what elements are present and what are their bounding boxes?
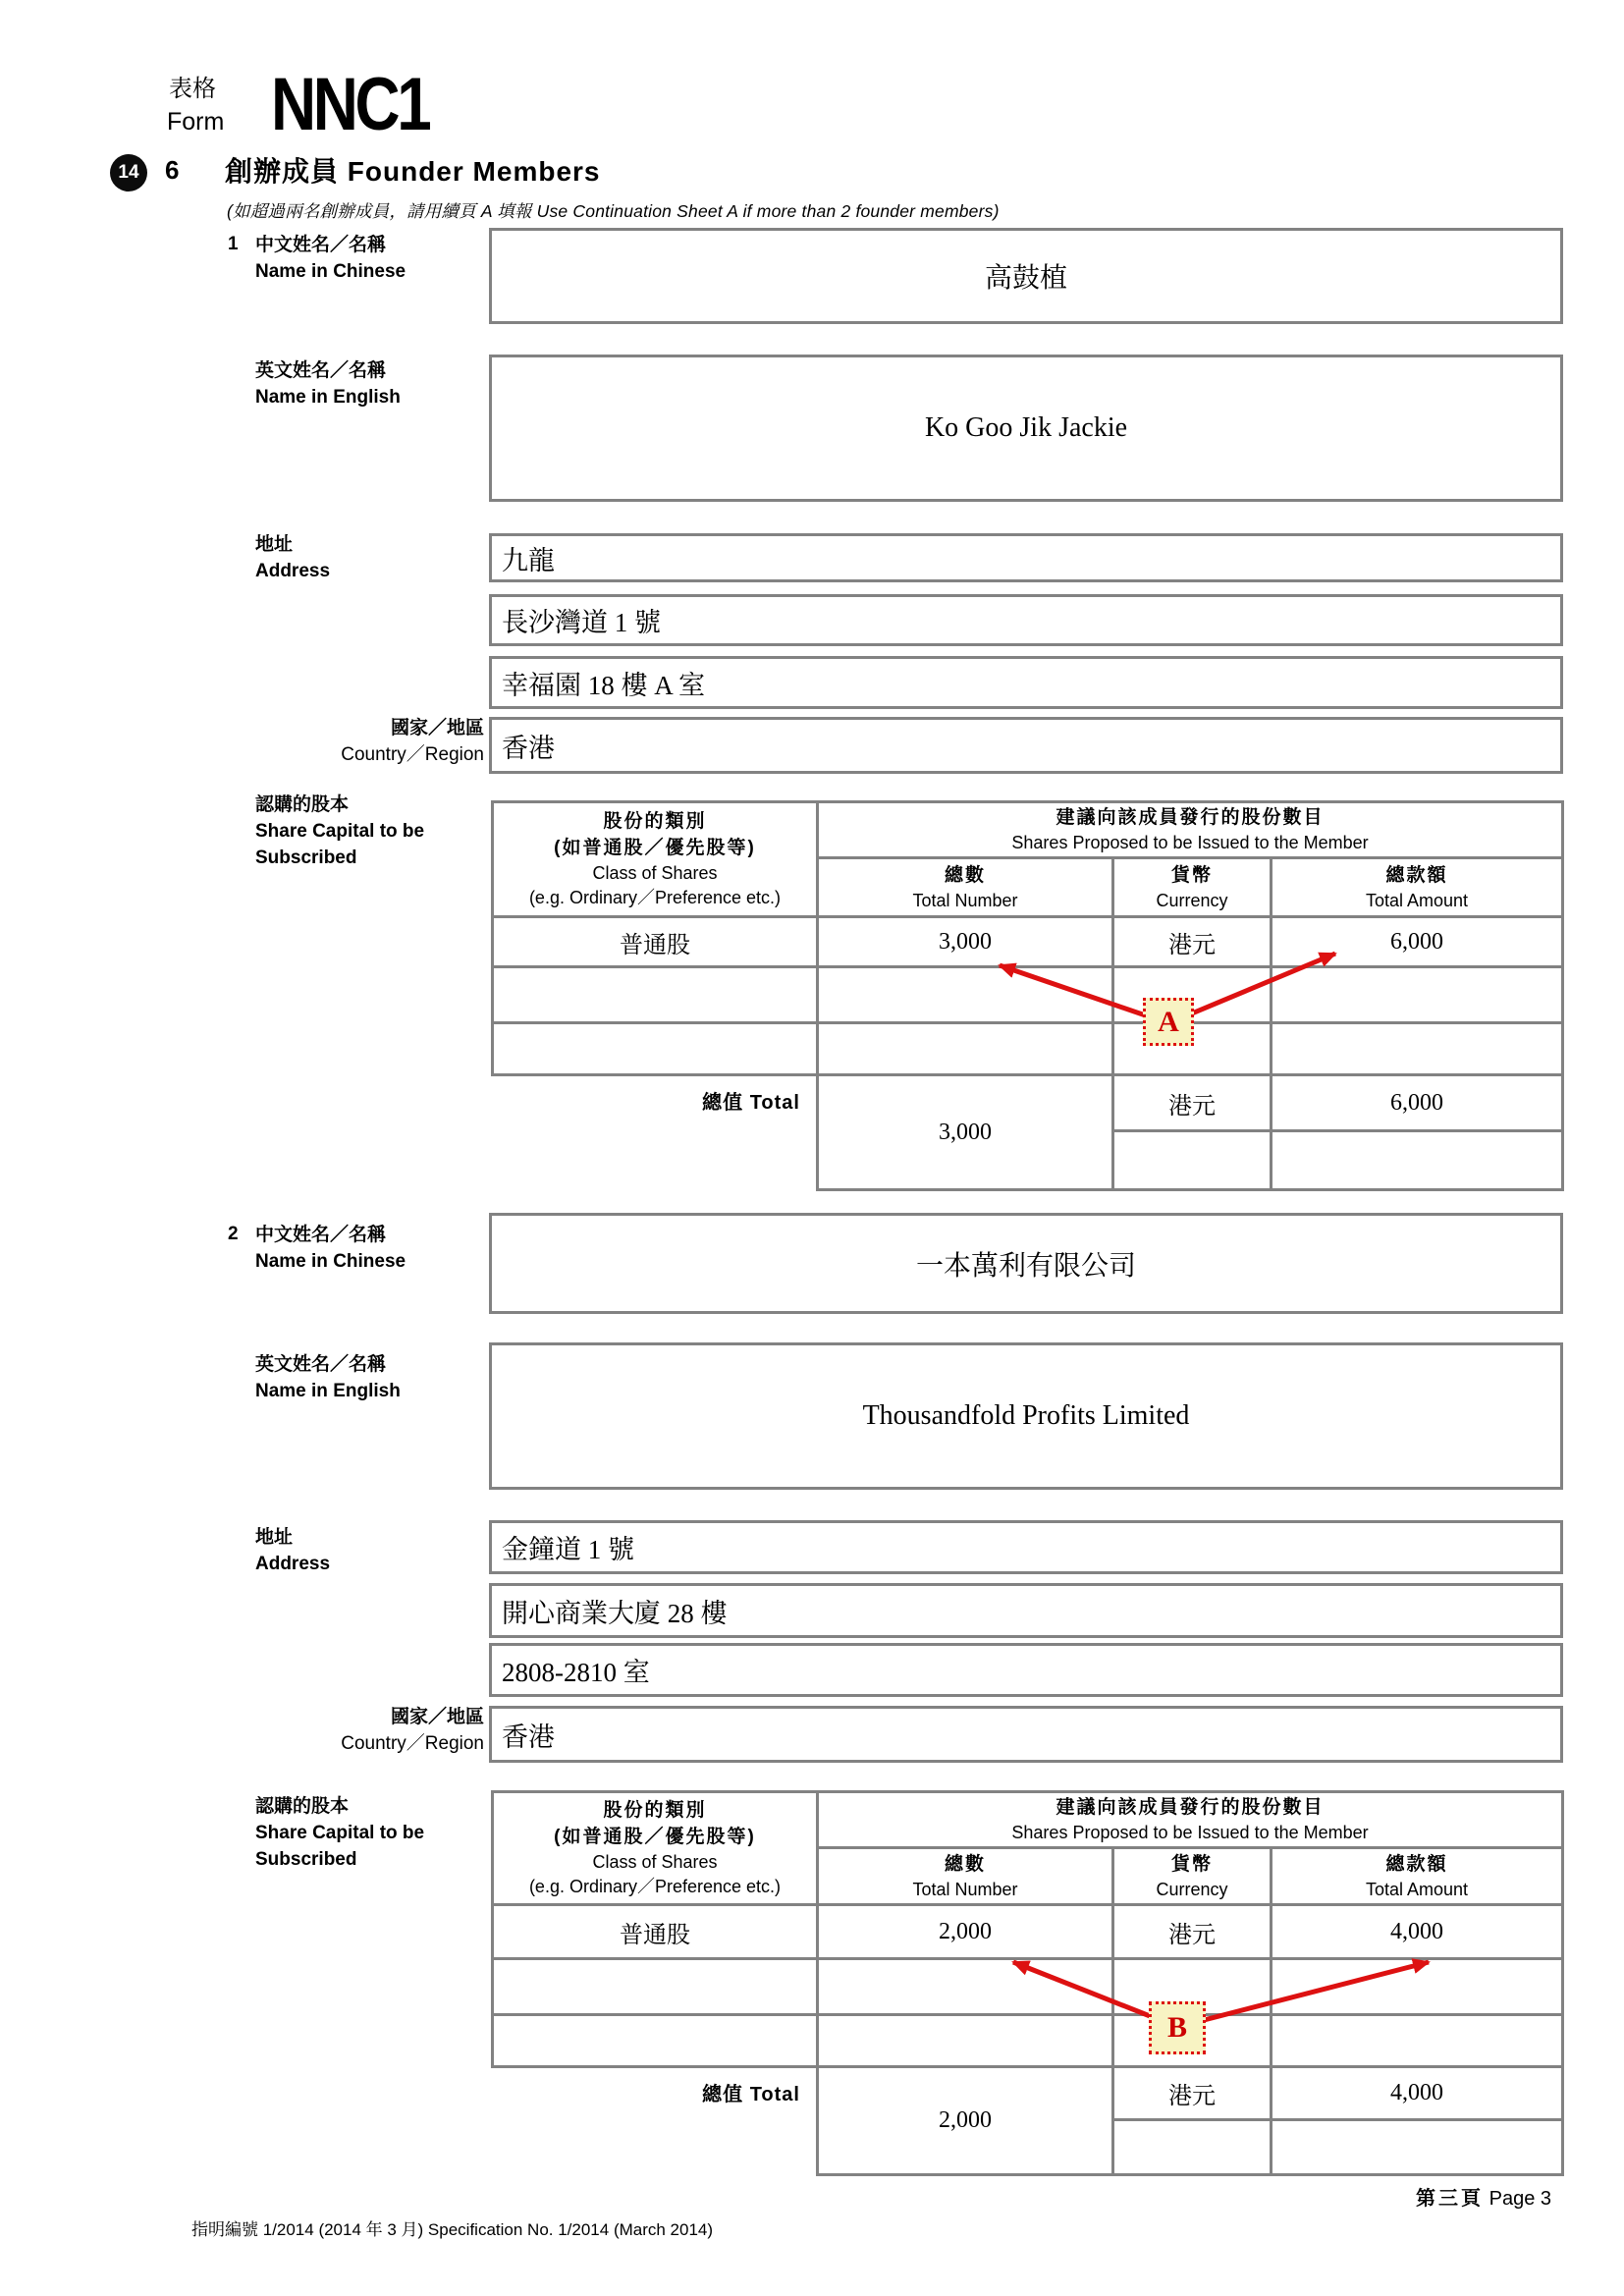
member-2-country-value: 香港 <box>502 1722 555 1752</box>
currency-header-en: Currency <box>1156 1879 1228 1899</box>
number-header-zh: 總數 <box>944 1853 986 1875</box>
header-total-number <box>818 1848 1113 1905</box>
class-header-zh: 股份的類別 <box>603 811 707 832</box>
member-1-total-currency-cell[interactable]: 港元 <box>1113 1075 1272 1131</box>
header-total-number <box>818 858 1113 917</box>
empty-cell[interactable] <box>1113 2120 1272 2175</box>
member-1-address-3-value: 幸福園 18 樓 A 室 <box>502 670 706 700</box>
member-2-name-english-label <box>255 1351 401 1404</box>
member-2-address-label <box>255 1524 330 1577</box>
header-class-of-shares <box>493 1792 818 1905</box>
member-1-address-line-3[interactable] <box>489 656 1563 709</box>
member-1-amount-cell[interactable]: 6,000 <box>1272 917 1563 967</box>
member-2-total-amount-cell[interactable]: 4,000 <box>1272 2067 1563 2120</box>
member-2-amount-cell[interactable]: 4,000 <box>1272 1905 1563 1959</box>
member-1-name-english-label <box>255 357 401 410</box>
name-chinese-label-en: Name in Chinese <box>255 1251 406 1272</box>
empty-cell[interactable] <box>1113 1131 1272 1190</box>
empty-cell[interactable] <box>493 1023 818 1075</box>
class-header-en2: (e.g. Ordinary／Preference etc.) <box>528 1877 782 1896</box>
member-2-total-currency-cell[interactable]: 港元 <box>1113 2067 1272 2120</box>
member-2-total-number-cell[interactable]: 2,000 <box>818 2067 1113 2175</box>
member-1-address-1-value: 九龍 <box>502 545 555 575</box>
empty-cell[interactable] <box>1272 2120 1563 2175</box>
country-label-en: Country／Region <box>341 1733 484 1754</box>
member-2-address-line-2[interactable] <box>489 1583 1563 1638</box>
annotation-box-b: B <box>1149 2001 1206 2054</box>
name-chinese-label-zh: 中文姓名／名稱 <box>255 1225 387 1245</box>
class-header-zh2: (如普通股／優先股等) <box>554 1827 756 1847</box>
member-2-name-chinese-value: 一本萬利有限公司 <box>915 1250 1136 1282</box>
member-2-name-chinese-field[interactable] <box>489 1213 1563 1314</box>
address-label-zh: 地址 <box>255 534 294 555</box>
member-1-name-chinese-label <box>255 232 406 285</box>
form-code: NNC1 <box>271 63 429 146</box>
currency-header-zh: 貨幣 <box>1170 864 1213 886</box>
member-1-address-2-value: 長沙灣道 1 號 <box>502 608 661 637</box>
member-1-name-chinese-value: 高鼓植 <box>984 263 1067 294</box>
section-title: 創辦成員 Founder Members <box>225 156 601 187</box>
address-label-en: Address <box>255 1554 331 1574</box>
header-currency <box>1113 858 1272 917</box>
member-1-class-cell[interactable]: 普通股 <box>493 917 818 967</box>
member-1-name-english-value: Ko Goo Jik Jackie <box>924 412 1128 443</box>
member-2-index: 2 <box>228 1224 239 1244</box>
member-2-address-line-1[interactable] <box>489 1520 1563 1574</box>
member-1-total-amount-cell[interactable]: 6,000 <box>1272 1075 1563 1131</box>
page-number <box>1159 2182 1551 2211</box>
member-1-country-label <box>234 715 484 768</box>
member-2-class-cell[interactable]: 普通股 <box>493 1905 818 1959</box>
member-2-address-3-value: 2808-2810 室 <box>502 1658 650 1687</box>
country-label-zh: 國家／地區 <box>390 718 484 738</box>
member-2-country-field[interactable] <box>489 1706 1563 1763</box>
member-1-total-number-cell[interactable]: 3,000 <box>818 1075 1113 1190</box>
currency-header-zh: 貨幣 <box>1170 1853 1213 1875</box>
member-2-address-line-3[interactable] <box>489 1643 1563 1697</box>
member-2-address-1-value: 金鐘道 1 號 <box>502 1535 634 1564</box>
arrow-to-total-amount <box>1177 1962 1429 2027</box>
form-word-english: Form <box>167 108 225 136</box>
total-label: 總值 Total <box>702 1092 800 1114</box>
country-label-en: Country／Region <box>341 744 484 765</box>
share-capital-label-en1: Share Capital to be <box>255 1823 425 1843</box>
header-total-amount <box>1272 858 1563 917</box>
address-label-en: Address <box>255 561 331 581</box>
name-english-label-en: Name in English <box>255 1381 401 1401</box>
issued-header-en: Shares Proposed to be Issued to the Member <box>1011 833 1369 852</box>
member-2-name-chinese-label <box>255 1222 406 1275</box>
page-number-en: Page 3 <box>1489 2188 1551 2210</box>
amount-header-en: Total Amount <box>1365 890 1469 910</box>
number-header-en: Total Number <box>912 1879 1018 1899</box>
section-number: 6 <box>165 155 180 185</box>
header-currency <box>1113 1848 1272 1905</box>
number-header-en: Total Number <box>912 890 1018 910</box>
name-chinese-label-zh: 中文姓名／名稱 <box>255 235 387 255</box>
class-header-zh: 股份的類別 <box>603 1800 707 1821</box>
issued-header-zh: 建議向該成員發行的股份數目 <box>1056 1797 1325 1818</box>
member-2-currency-cell[interactable]: 港元 <box>1113 1905 1272 1959</box>
form-word-chinese: 表格 <box>169 76 216 102</box>
amount-header-en: Total Amount <box>1365 1879 1469 1899</box>
member-1-address-line-2[interactable] <box>489 594 1563 646</box>
member-2-name-english-value: Thousandfold Profits Limited <box>862 1400 1190 1431</box>
header-total-amount <box>1272 1848 1563 1905</box>
name-english-label-zh: 英文姓名／名稱 <box>255 1354 387 1375</box>
annotation-box-a: A <box>1143 998 1194 1046</box>
amount-header-zh: 總款額 <box>1385 864 1448 886</box>
header-shares-proposed <box>818 802 1563 858</box>
annotation-b-arrows <box>962 1949 1473 2067</box>
member-2-address-2-value: 開心商業大廈 28 樓 <box>502 1598 728 1628</box>
share-capital-label-zh: 認購的股本 <box>255 1796 350 1817</box>
name-english-label-zh: 英文姓名／名稱 <box>255 360 387 381</box>
specification-note: 指明編號 1/2014 (2014 年 3 月) Specification No. 1/2014 (March 2014) <box>191 2220 714 2239</box>
class-header-en2: (e.g. Ordinary／Preference etc.) <box>528 888 782 907</box>
member-2-share-capital-label <box>255 1793 424 1873</box>
page-number-zh: 第三頁 <box>1416 2188 1485 2210</box>
share-capital-label-en1: Share Capital to be <box>255 821 425 842</box>
empty-cell[interactable] <box>493 2015 818 2067</box>
name-english-label-en: Name in English <box>255 387 401 408</box>
class-header-en: Class of Shares <box>592 863 718 883</box>
empty-cell[interactable] <box>493 967 818 1023</box>
currency-header-en: Currency <box>1156 890 1228 910</box>
number-header-zh: 總數 <box>944 864 986 886</box>
empty-cell[interactable] <box>493 1959 818 2015</box>
address-label-zh: 地址 <box>255 1527 294 1548</box>
class-header-en: Class of Shares <box>592 1852 718 1872</box>
member-1-index: 1 <box>228 234 239 254</box>
member-2-number-cell[interactable]: 2,000 <box>818 1905 1113 1959</box>
share-capital-label-en2: Subscribed <box>255 1849 357 1870</box>
section-note: (如超過兩名創辦成員，請用續頁 A 填報 Use Continuation Sheet A if more than 2 founder members) <box>227 201 1000 221</box>
issued-header-en: Shares Proposed to be Issued to the Member <box>1011 1823 1369 1842</box>
total-label: 總值 Total <box>702 2084 800 2105</box>
name-chinese-label-en: Name in Chinese <box>255 261 406 282</box>
country-label-zh: 國家／地區 <box>390 1707 484 1727</box>
step-number-badge: 14 <box>110 154 147 191</box>
member-1-address-line-1[interactable] <box>489 533 1563 582</box>
amount-header-zh: 總款額 <box>1385 1853 1448 1875</box>
share-capital-label-en2: Subscribed <box>255 847 357 868</box>
empty-cell[interactable] <box>1272 1131 1563 1190</box>
issued-header-zh: 建議向該成員發行的股份數目 <box>1056 807 1325 828</box>
member-1-share-capital-label <box>255 792 424 871</box>
member-2-name-english-field[interactable] <box>489 1342 1563 1490</box>
member-1-country-field[interactable] <box>489 717 1563 774</box>
member-1-number-cell[interactable]: 3,000 <box>818 917 1113 967</box>
class-header-zh2: (如普通股／優先股等) <box>554 838 756 858</box>
share-capital-label-zh: 認購的股本 <box>255 794 350 815</box>
header-class-of-shares <box>493 802 818 917</box>
header-shares-proposed <box>818 1792 1563 1848</box>
member-1-name-chinese-field[interactable] <box>489 228 1563 324</box>
member-1-country-value: 香港 <box>502 733 555 763</box>
member-1-name-english-field[interactable] <box>489 355 1563 502</box>
member-1-address-label <box>255 531 330 584</box>
member-2-country-label <box>234 1704 484 1757</box>
member-1-currency-cell[interactable]: 港元 <box>1113 917 1272 967</box>
